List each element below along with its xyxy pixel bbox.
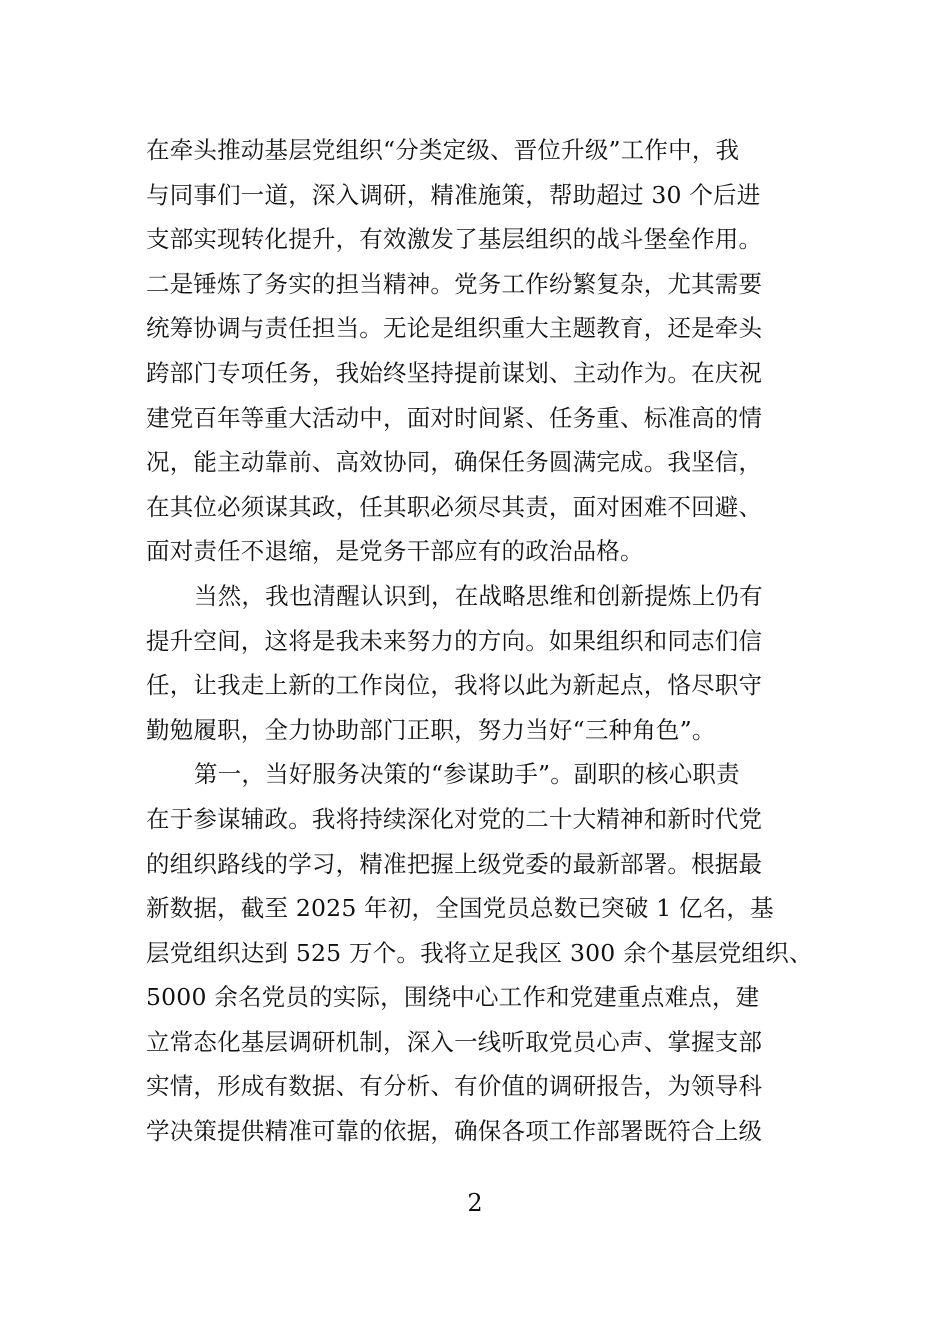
text-line: 层党组织达到 525 万个。我将立足我区 300 余个基层党组织、 <box>146 938 813 967</box>
text-line: 况，能主动靠前、高效协同，确保任务圆满完成。我坚信， <box>146 448 763 477</box>
text-line: 统筹协调与责任担当。无论是组织重大主题教育，还是牵头 <box>146 314 763 343</box>
text-line: 跨部门专项任务，我始终坚持提前谋划、主动作为。在庆祝 <box>146 358 763 387</box>
paragraph-start-line: 当然，我也清醒认识到，在战略思维和创新提炼上仍有 <box>194 581 763 610</box>
text-line: 实情，形成有数据、有分析、有价值的调研报告，为领导科 <box>146 1072 763 1101</box>
text-line: 5000 余名党员的实际，围绕中心工作和党建重点难点，建 <box>146 983 760 1012</box>
text-line: 与同事们一道，深入调研，精准施策，帮助超过 30 个后进 <box>146 180 761 209</box>
text-line: 的组织路线的学习，精准把握上级党委的最新部署。根据最 <box>146 849 763 878</box>
text-line: 面对责任不退缩，是党务干部应有的政治品格。 <box>146 537 644 566</box>
text-line: 提升空间，这将是我未来努力的方向。如果组织和同志们信 <box>146 626 763 655</box>
text-line: 立常态化基层调研机制，深入一线听取党员心声、掌握支部 <box>146 1027 763 1056</box>
text-line: 支部实现转化提升，有效激发了基层组织的战斗堡垒作用。 <box>146 225 763 254</box>
page-number: 2 <box>467 1189 483 1217</box>
text-line: 学决策提供精准可靠的依据，确保各项工作部署既符合上级 <box>146 1117 763 1146</box>
text-line: 在牵头推动基层党组织“分类定级、晋位升级”工作中，我 <box>146 136 740 164</box>
text-line: 在其位必须谋其政，任其职必须尽其责，面对困难不回避、 <box>146 492 763 521</box>
text-line: 勤勉履职，全力协助部门正职，努力当好“三种角色”。 <box>146 715 716 744</box>
text-line: 新数据，截至 2025 年初，全国党员总数已突破 1 亿名，基 <box>146 894 774 923</box>
text-line: 二是锤炼了务实的担当精神。党务工作纷繁复杂，尤其需要 <box>146 269 763 298</box>
text-line: 任，让我走上新的工作岗位，我将以此为新起点，恪尽职守 <box>146 671 763 700</box>
text-line: 在于参谋辅政。我将持续深化对党的二十大精神和新时代党 <box>146 804 763 833</box>
document-body <box>146 128 813 1154</box>
paragraph-start-line: 第一，当好服务决策的“参谋助手”。副职的核心职责 <box>194 760 740 789</box>
text-line: 建党百年等重大活动中，面对时间紧、任务重、标准高的情 <box>146 403 763 432</box>
